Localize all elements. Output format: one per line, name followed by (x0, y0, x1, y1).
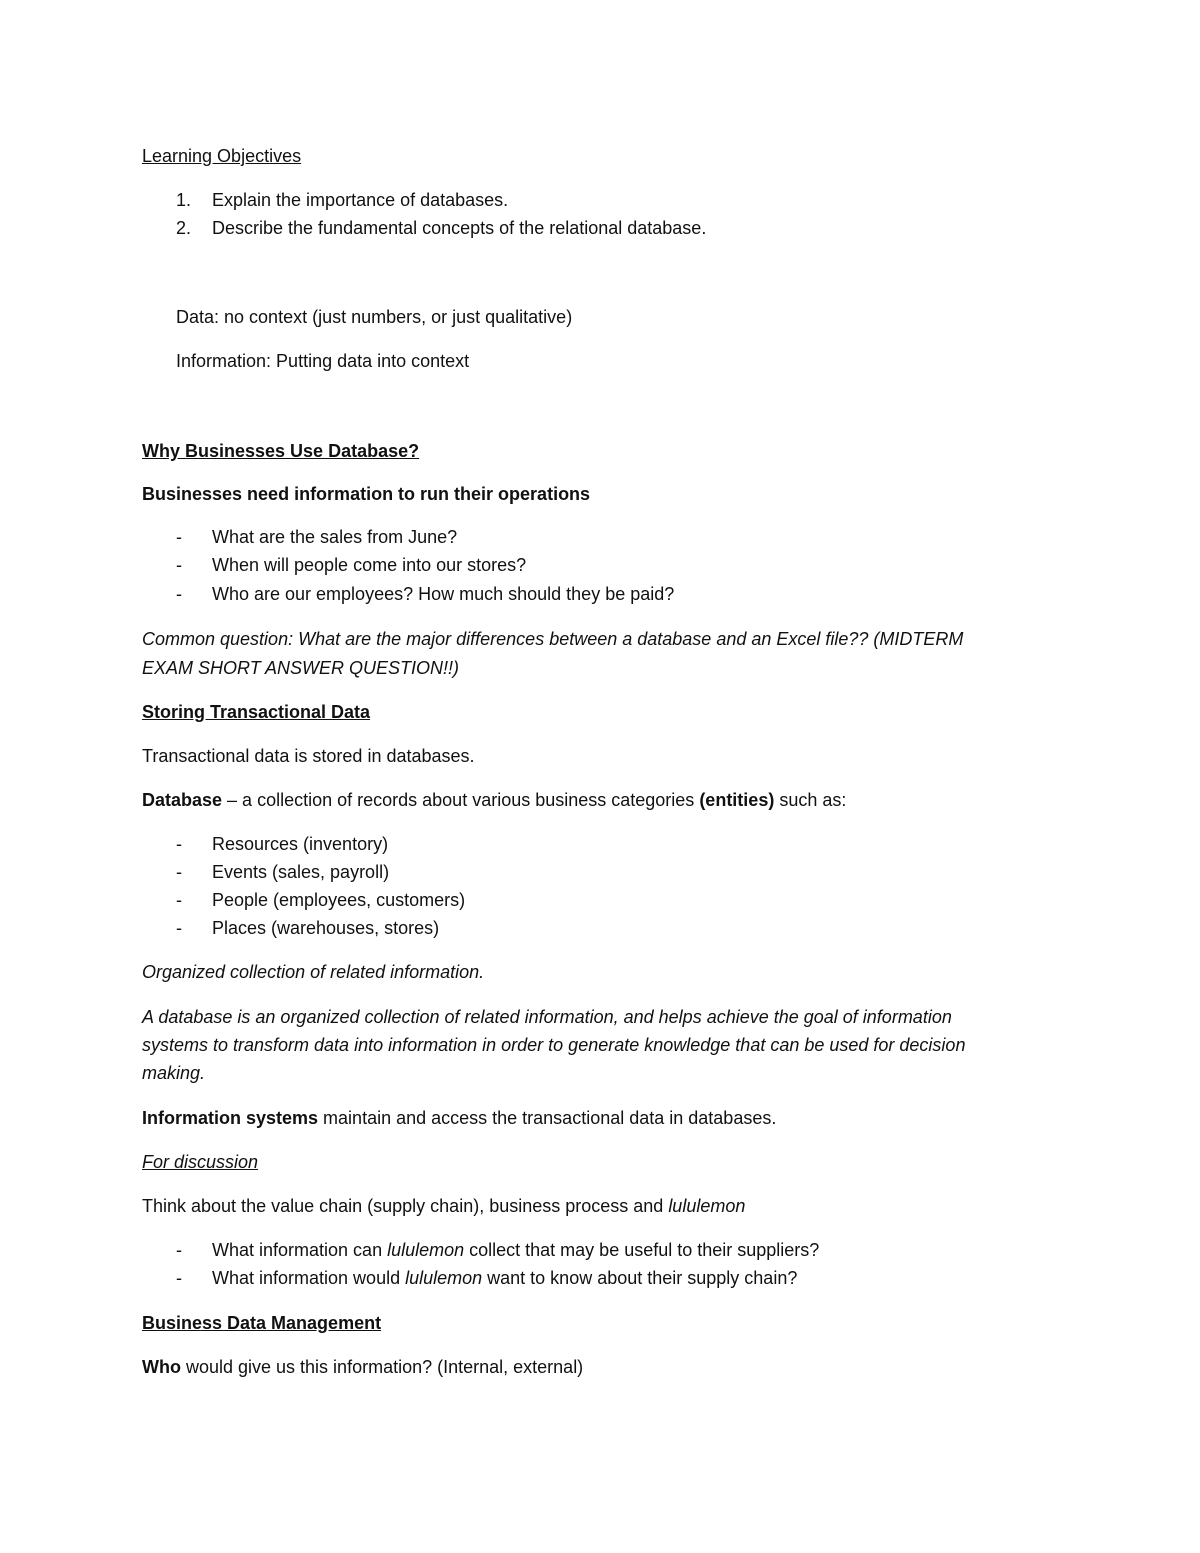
brand-name: lululemon (668, 1196, 746, 1216)
database-definition (142, 786, 846, 814)
list-item: Resources (inventory) (212, 834, 389, 854)
database-def-text: – a collection of records about various business categories (222, 790, 700, 810)
who-term: Who (142, 1357, 181, 1377)
question-text: collect that may be useful to their suppliers? (464, 1240, 820, 1260)
storing-heading: Storing Transactional Data (142, 702, 371, 722)
storing-line: Transactional data is stored in databases. (142, 746, 475, 766)
bullet-dash: - (176, 890, 182, 910)
objective-item: Describe the fundamental concepts of the relational database. (212, 218, 707, 238)
list-item (212, 1264, 797, 1292)
why-businesses-heading: Why Businesses Use Database? (142, 441, 420, 461)
learning-objectives-heading: Learning Objectives (142, 146, 302, 166)
database-term: Database (142, 790, 223, 810)
bullet-dash: - (176, 862, 182, 882)
database-def-text: such as: (774, 790, 847, 810)
who-text: would give us this information? (Internal, external) (180, 1357, 584, 1377)
question-text: What information can (212, 1240, 388, 1260)
information-systems-term: Information systems (142, 1108, 319, 1128)
list-item: People (employees, customers) (212, 890, 466, 910)
list-item: Places (warehouses, stores) (212, 918, 440, 938)
bullet-dash: - (176, 834, 182, 854)
question-text: What information would (212, 1268, 406, 1288)
discussion-intro (142, 1192, 745, 1220)
bullet-dash: - (176, 918, 182, 938)
list-item: Who are our employees? How much should they be paid? (212, 584, 675, 604)
discussion-intro-text: Think about the value chain (supply chain), business process and (142, 1196, 669, 1216)
brand-name: lululemon (387, 1240, 465, 1260)
list-item: Events (sales, payroll) (212, 862, 390, 882)
organized-line: Organized collection of related information. (142, 962, 485, 982)
objective-item: Explain the importance of databases. (212, 190, 509, 210)
bullet-dash: - (176, 584, 182, 604)
common-question-line: Common question: What are the major differences between a database and an Excel file?? (MIDTERM (142, 629, 964, 649)
business-data-question (142, 1353, 583, 1381)
bullet-dash: - (176, 527, 182, 547)
bullet-dash: - (176, 1240, 182, 1260)
paragraph-line: A database is an organized collection of related information, and helps achieve the goal of information (142, 1007, 952, 1027)
business-data-heading: Business Data Management (142, 1313, 382, 1333)
information-systems-line (142, 1104, 776, 1132)
question-text: want to know about their supply chain? (482, 1268, 798, 1288)
list-item: When will people come into our stores? (212, 555, 527, 575)
bullet-dash: - (176, 555, 182, 575)
objective-number: 1. (176, 190, 192, 210)
data-definition: Data: no context (just numbers, or just qualitative) (176, 307, 573, 327)
discussion-heading: For discussion (142, 1152, 259, 1172)
brand-name: lululemon (405, 1268, 483, 1288)
objective-number: 2. (176, 218, 192, 238)
why-businesses-subheading: Businesses need information to run their operations (142, 484, 591, 504)
information-definition: Information: Putting data into context (176, 351, 470, 371)
paragraph-line: systems to transform data into information in order to generate knowledge that can be used for decision (142, 1035, 966, 1055)
bullet-dash: - (176, 1268, 182, 1288)
list-item: What are the sales from June? (212, 527, 458, 547)
list-item (212, 1236, 819, 1264)
paragraph-line: making. (142, 1063, 206, 1083)
information-systems-text: maintain and access the transactional data in databases. (318, 1108, 777, 1128)
common-question-line: EXAM SHORT ANSWER QUESTION!!) (142, 658, 460, 678)
entities-term: (entities) (699, 790, 775, 810)
